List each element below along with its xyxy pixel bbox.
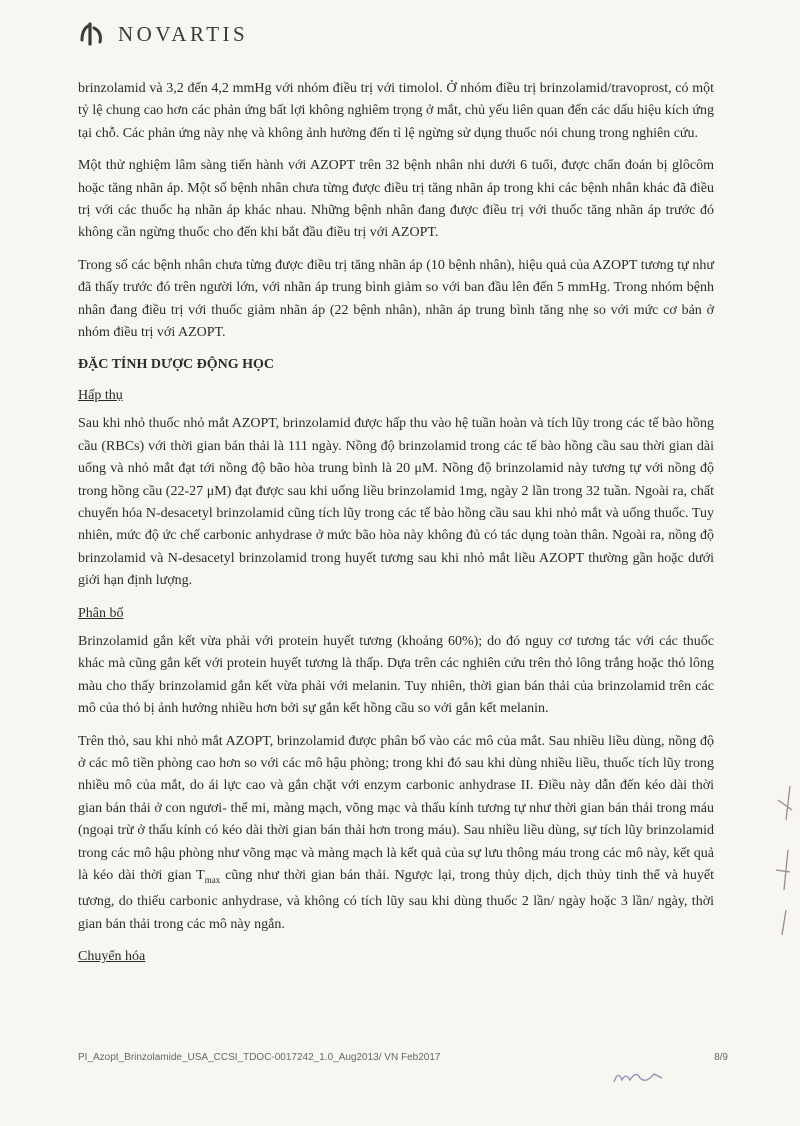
paragraph: [78, 731, 714, 936]
novartis-logo-icon: [76, 18, 108, 50]
handwritten-initials: [610, 1066, 670, 1088]
page-number: 8/9: [714, 1052, 728, 1063]
paragraph: Một thử nghiệm lâm sàng tiến hành với AZOPT trên 32 bệnh nhân nhi dưới 6 tuổi, được chẩn đoán bị glôcôm hoặc tăng nhãn áp. Một số bệnh nhân chưa từng được điều trị tăng nhãn áp trong khi các bệnh nhân khác đã điều trị với các thuốc hạ nhãn áp khác nhau. Những bệnh nhân đang được điều trị với thuốc tăng nhãn áp trước đó không cần ngừng thuốc cho đến khi bắt đầu điều trị với AZOPT.: [78, 158, 714, 241]
paragraph: Trong số các bệnh nhân chưa từng được điều trị tăng nhãn áp (10 bệnh nhân), hiệu quả của AZOPT tương tự như đã thấy trước đó trên người lớn, với nhãn áp trung bình giảm so với ban đầu lên đến 5 mmHg. Trong nhóm bệnh nhân đang điều trị với thuốc giảm nhãn áp (22 bệnh nhân), nhãn áp trung bình tăng nhẹ so với mức cơ bản ở nhóm điều trị với AZOPT.: [78, 257, 714, 341]
subheading-absorption: Hấp thụ: [78, 387, 123, 403]
subheading-distribution: Phân bố: [78, 605, 124, 621]
document-body: [78, 78, 714, 974]
subheading-metabolism: Chuyển hóa: [78, 949, 146, 965]
paragraph: Sau khi nhỏ thuốc nhỏ mắt AZOPT, brinzolamid được hấp thu vào hệ tuần hoàn và tích lũy trong các tế bào hồng cầu (RBCs) với thời gian bán thải là 111 ngày. Nồng độ brinzolamid trong các tế bào hồng cầu sau thời gian dài uống và nhỏ mắt đạt tới nồng độ bão hòa trung bình là 20 μM. Nồng độ brinzolamid này tương tự với nồng độ trong hồng cầu (22-27 μM) đạt được sau khi uống liều brinzolamid 1mg, ngày 2 lần trong 32 tuần. Ngoài ra, chất chuyển hóa N-desacetyl brinzolamid cũng tích lũy trong các tế bào hồng cầu sau khi nhỏ mắt và uống thuốc. Tuy nhiên, mức độ ức chế carbonic anhydrase ở mức bão hòa này không đủ có tác dụng toàn thân. Ngoài ra, nồng độ brinzolamid và N-desacetyl brinzolamid trong huyết tương sau khi nhỏ mắt liều AZOPT thường gần hoặc dưới giới hạn định lượng.: [78, 416, 714, 589]
page-header: [76, 18, 248, 50]
handwritten-margin-mark: [768, 780, 796, 940]
page-footer: [78, 1052, 728, 1063]
paragraph-text: Trên thỏ, sau khi nhỏ mắt AZOPT, brinzolamid được phân bố vào các mô của mắt. Sau nhiều liều dùng, nồng độ ở các mô tiền phòng cao hơn so với các mô hậu phòng; trong khi đó sau khi dùng nhiều liều, thuốc tích lũy trong nhiều mô của mắt, do ái lực cao và gắn chặt với enzym carbonic anhydrase II. Điều này dẫn đến kéo dài thời gian bán thải ở con ngươi- thể mi, màng mạch, võng mạc và thấu kính tương tự như thời gian bán thải trong máu (ngoại trừ ở thấu kính có kéo dài thời gian bán thải hơn trong máu). Sau nhiều liều dùng, sự tích lũy brinzolamid trong các mô hậu phòng như võng mạc và màng mạch là kết quả của sự lưu thông máu trong các mô này, kết quả là kéo dài thời gian T: [78, 733, 714, 883]
brand-name: NOVARTIS: [118, 21, 249, 46]
paragraph: brinzolamid và 3,2 đến 4,2 mmHg với nhóm điều trị với timolol. Ở nhóm điều trị brinzolamid/travoprost, có một tỷ lệ chung cao hơn các phản ứng bất lợi không nghiêm trọng ở mắt, chủ yếu liên quan đến các dấu hiệu kích ứng tại chỗ. Các phản ứng này nhẹ và không ảnh hưởng đến tỉ lệ ngừng sử dụng thuốc nói chung trong nghiên cứu.: [78, 81, 714, 141]
paragraph-text: cũng như thời gian bán thải. Ngược lại, trong thủy dịch, dịch thủy tinh thể và huyết tương, do thiếu carbonic anhydrase, và không có tích lũy sau khi dùng thuốc 2 lần/ ngày hoặc 3 lần/ ngày, thời gian bán thải trong các mô này ngắn.: [78, 868, 714, 932]
subscript: max: [204, 874, 221, 885]
section-title: ĐẶC TÍNH DƯỢC ĐỘNG HỌC: [78, 357, 275, 373]
document-reference: PI_Azopt_Brinzolamide_USA_CCSI_TDOC-0017242_1.0_Aug2013/ VN Feb2017: [78, 1052, 441, 1063]
paragraph: Brinzolamid gắn kết vừa phải với protein huyết tương (khoảng 60%); do đó nguy cơ tương tác với các thuốc khác mà cũng gắn kết với protein huyết tương là thấp. Dựa trên các nghiên cứu trên thỏ lông trắng hoặc thỏ lông màu cho thấy brinzolamid gắn kết vừa phải với melanin. Tuy nhiên, thời gian bán thải của brinzolamid trên các mô của thỏ bị ảnh hưởng nhiều hơn bởi sự gắn kết hồng cầu so với gắn kết melanin.: [78, 633, 714, 717]
